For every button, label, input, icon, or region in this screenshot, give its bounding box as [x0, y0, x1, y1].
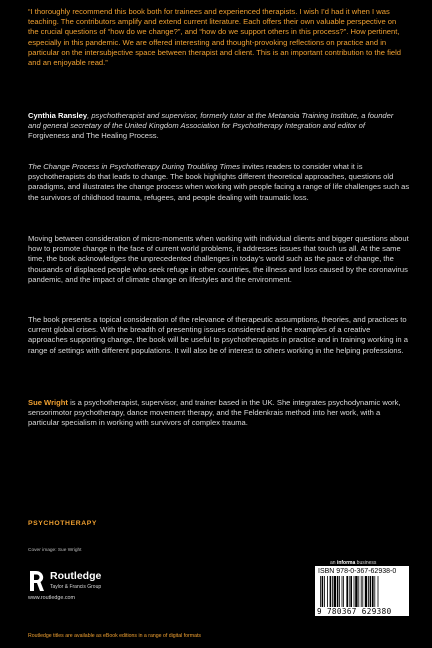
barcode-bar [374, 576, 375, 607]
author-name: Sue Wright [28, 398, 68, 407]
barcode-bar [349, 576, 350, 607]
barcode-bar [358, 576, 359, 607]
publisher-name: Routledge [50, 570, 102, 582]
barcode-bar [334, 576, 336, 607]
barcode-bar [370, 576, 372, 607]
publisher-group: Taylor & Francis Group [50, 584, 102, 590]
description-paragraph-1: The Change Process in Psychotherapy During Troubling Times invites readers to consider what it is psychotherapists do that leads to change. The book highlights different theoretical approaches, questions old paradigms, and illustrates the change process when working with people facing a range of life challenges such as the survivors of childhood trauma, refugees, and people dealing with traumatic loss. [28, 162, 410, 202]
barcode-bar [320, 576, 321, 607]
barcode-bar [343, 576, 344, 607]
ebook-availability-note: Routledge titles are available as eBook editions in a range of digital formats [28, 633, 202, 639]
routledge-logo-icon [28, 569, 44, 593]
isbn-label: ISBN 978-0-367-62938-0 [318, 568, 397, 575]
barcode-bar [361, 576, 362, 607]
book-title: The Change Process in Psychotherapy During Troubling Times [28, 162, 241, 171]
barcode-bar [355, 576, 357, 607]
endorser-role: , psychotherapist and supervisor, formerly tutor at the Metanoia Training Institute, a founder and general secretary of the United Kingdom Association for Psychotherapy Integration and editor of [28, 111, 394, 131]
subject-category: PSYCHOTHERAPY [28, 520, 97, 527]
barcode-bar [362, 576, 363, 607]
informa-brand: informa [336, 560, 356, 566]
barcode-bar [372, 576, 374, 607]
endorsement-author [28, 111, 408, 142]
barcode-bar [339, 576, 340, 607]
publisher-url[interactable]: www.routledge.com [28, 595, 76, 601]
endorsement-quote: “I thoroughly recommend this book both for trainees and experienced therapists. I wish I’d had it when I was teaching. The contributors amplify and extend current literature. Each offers their own valuable perspective on the crucial questions of “how do we change?”, and “how do we support others in this process?”. How pertinent, especially in this pandemic. We are offered interesting and thought-provoking reflections on practice and in particular on the intersubjective space between therapist and client. This is an important contribution to the field and an enjoyable read.” [28, 7, 402, 68]
barcode-bar [324, 576, 325, 607]
isbn-barcode-box [315, 566, 409, 616]
barcode-bar [378, 576, 379, 607]
endorser-name: Cynthia Ransley [28, 111, 88, 120]
barcode-bar [337, 576, 339, 607]
barcode-bar [365, 576, 367, 607]
description-paragraph-3: The book presents a topical consideration of the relevance of therapeutic assumptions, theories, and practices to current global crises. With the breadth of presenting issues considered and the examples of a creative approaches supporting change, the book will be useful to psychotherapists in practice and in training working in a range of settings with different populations. It will also be of interest to others working in the helping professions. [28, 315, 408, 355]
barcode-bar [354, 576, 355, 607]
barcode-digits: 9 780367 629380 [317, 607, 392, 616]
barcode-bar [322, 576, 324, 607]
barcode-icon [319, 576, 407, 607]
informa-business-line: an informa business [330, 560, 377, 566]
cover-credit: Cover image: Sue Wright [28, 548, 82, 553]
barcode-bar [330, 576, 332, 607]
author-bio: Sue Wright is a psychotherapist, supervisor, and trainer based in the UK. She integrates psychodynamic work, sensorimotor psychotherapy, dance movement therapy, and the Feldenkrais method into her work, with a particular specialism in working with survivors of complex trauma. [28, 398, 401, 428]
barcode-bar [350, 576, 352, 607]
barcode-bar [327, 576, 328, 607]
barcode-bar [368, 576, 369, 607]
endorser-works: Forgiveness and The Healing Process. [28, 131, 159, 141]
publisher-block [28, 567, 148, 601]
barcode-bar [332, 576, 333, 607]
barcode-bar [346, 576, 348, 607]
barcode-bar [342, 576, 343, 607]
description-paragraph-2: Moving between consideration of micro-moments when working with individual clients and bigger questions about how to promote change in the face of current world problems, it addresses issues that touch us all. At the same time, the book acknowledges the unprecedented challenges in today’s world such as the pace of change, the thousands of displaced people who seek refuge in other countries, the illness and loss caused by the coronavirus pandemic, and the impact of climate change on lifestyles and the environment. [28, 234, 409, 284]
